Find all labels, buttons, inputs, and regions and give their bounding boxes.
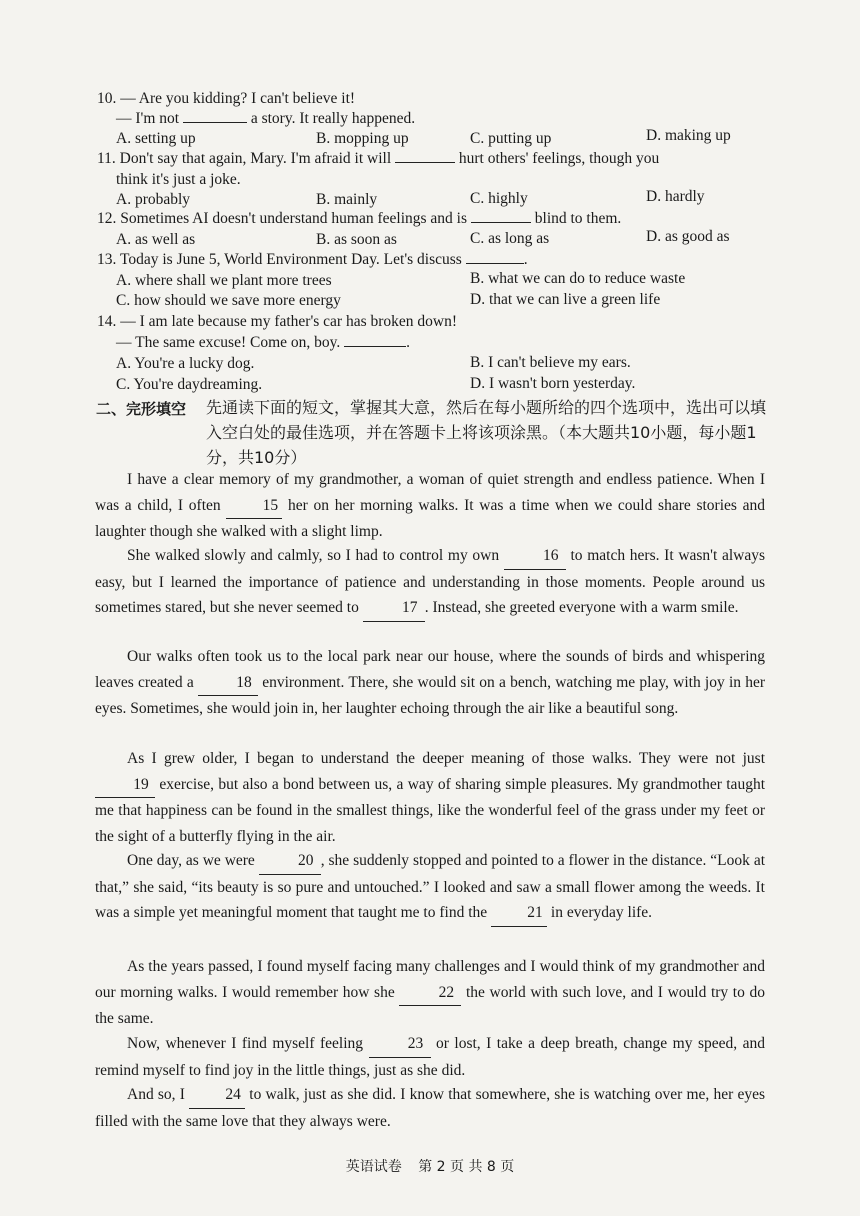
cloze-blank-22: 22 [399, 980, 461, 1007]
question-13-stem: 13. Today is June 5, World Environment Day. Let's discuss . [97, 251, 528, 268]
footer-subject: 英语试卷 [345, 1159, 402, 1175]
passage-paragraph: Now, whenever I find myself feeling 23 or lost, I take a deep breath, change my speed, and remind myself to find joy in the little things, just as she did. [95, 1031, 765, 1083]
option-c: C. as long as [470, 230, 550, 247]
cloze-blank-15: 15 [226, 493, 282, 520]
option-b: B. mopping up [316, 130, 409, 147]
cloze-blank-20: 20 [259, 848, 321, 875]
cloze-blank-16: 16 [504, 543, 566, 570]
option-a: A. setting up [116, 130, 196, 147]
option-c: C. putting up [470, 130, 552, 147]
option-d: D. I wasn't born yesterday. [470, 375, 636, 392]
passage-paragraph: And so, I 24 to walk, just as she did. I know that somewhere, she is watching over me, her eyes filled with the same love that they always were. [95, 1082, 765, 1134]
option-d: D. as good as [646, 228, 730, 245]
cloze-blank-24: 24 [189, 1082, 245, 1109]
option-c: C. highly [470, 190, 528, 207]
option-a: A. probably [116, 191, 191, 208]
page-footer [0, 1156, 860, 1176]
option-b: B. mainly [316, 191, 378, 208]
answer-blank [395, 162, 455, 163]
cloze-blank-21: 21 [491, 900, 547, 927]
option-b: B. as soon as [316, 231, 397, 248]
passage-paragraph: She walked slowly and calmly, so I had to control my own 16 to match hers. It wasn't always easy, but I learned the importance of patience and understanding in those moments. People around us sometimes stared, but she never seemed to 17 . Instead, she greeted everyone with a warm smile. [95, 543, 765, 622]
passage-paragraph: One day, as we were 20 , she suddenly stopped and pointed to a flower in the distance. “Look at that,” she said, “its beauty is so pure and untouched.” I looked and saw a small flower among the weeds. It was a simple yet meaningful moment that taught me to find the 21 in everyday life. [95, 848, 765, 927]
answer-blank [183, 122, 247, 123]
option-c: C. how should we save more energy [116, 292, 341, 309]
option-a: A. as well as [116, 231, 196, 248]
question-12-stem: 12. Sometimes AI doesn't understand human feelings and is blind to them. [97, 210, 622, 227]
footer-page-number: 第 2 页 共 8 页 [418, 1159, 515, 1175]
option-d: D. hardly [646, 188, 705, 205]
question-11-line2: think it's just a joke. [116, 171, 241, 188]
option-a: A. You're a lucky dog. [116, 355, 255, 372]
passage-paragraph: As I grew older, I began to understand the deeper meaning of those walks. They were not just 19 exercise, but also a bond between us, a way of sharing simple pleasures. My grandmother taught me that happiness can be found in the smallest things, like the wonderful feel of the grass under my feet or the sight of a butterfly flying in the air. [95, 750, 765, 845]
section-title: 二、完形填空 [96, 400, 187, 418]
passage-paragraph: Our walks often took us to the local park near our house, where the sounds of birds and whispering leaves created a 18 environment. There, she would sit on a bench, watching me play, with joy in her eyes. Sometimes, she would join in, her laughter echoing through the air like a beautiful song. [95, 648, 766, 717]
cloze-blank-23: 23 [369, 1031, 431, 1058]
answer-blank [466, 263, 524, 264]
option-b: B. what we can do to reduce waste [470, 270, 686, 287]
section-instruction: 先通读下面的短文，掌握其大意，然后在每小题所给的四个选项中，选出可以填入空白处的最佳选项，并在答题卡上将该项涂黑。（本大题共10小题，每小题1分，共10分） [206, 398, 767, 467]
question-10-line2: — I'm not a story. It really happened. [116, 110, 416, 127]
option-d: D. making up [646, 127, 731, 144]
question-14-stem: 14. — I am late because my father's car has broken down! [97, 313, 458, 330]
passage-paragraph: As the years passed, I found myself facing many challenges and I would think of my grandmother and our morning walks. I would remember how she 22 the world with such love, and I would try to do the same. [95, 958, 765, 1027]
cloze-blank-18: 18 [198, 670, 258, 697]
answer-blank [471, 222, 531, 223]
option-b: B. I can't believe my ears. [470, 354, 631, 371]
answer-blank [344, 346, 406, 347]
option-d: D. that we can live a green life [470, 291, 661, 308]
question-14-line2: — The same excuse! Come on, boy. . [116, 334, 411, 351]
option-c: C. You're daydreaming. [116, 376, 263, 393]
cloze-blank-19: 19 [95, 772, 155, 799]
question-11-stem: 11. Don't say that again, Mary. I'm afraid it will hurt others' feelings, though you [97, 150, 660, 167]
cloze-blank-17: 17 [363, 595, 425, 622]
option-a: A. where shall we plant more trees [116, 272, 332, 289]
question-10-stem: 10. — Are you kidding? I can't believe it! [97, 90, 356, 107]
passage-paragraph: I have a clear memory of my grandmother, a woman of quiet strength and endless patience. When I was a child, I often 15 her on her morning walks. It was a time when we could share stories and laughter though she walked with a slight limp. [95, 471, 765, 540]
